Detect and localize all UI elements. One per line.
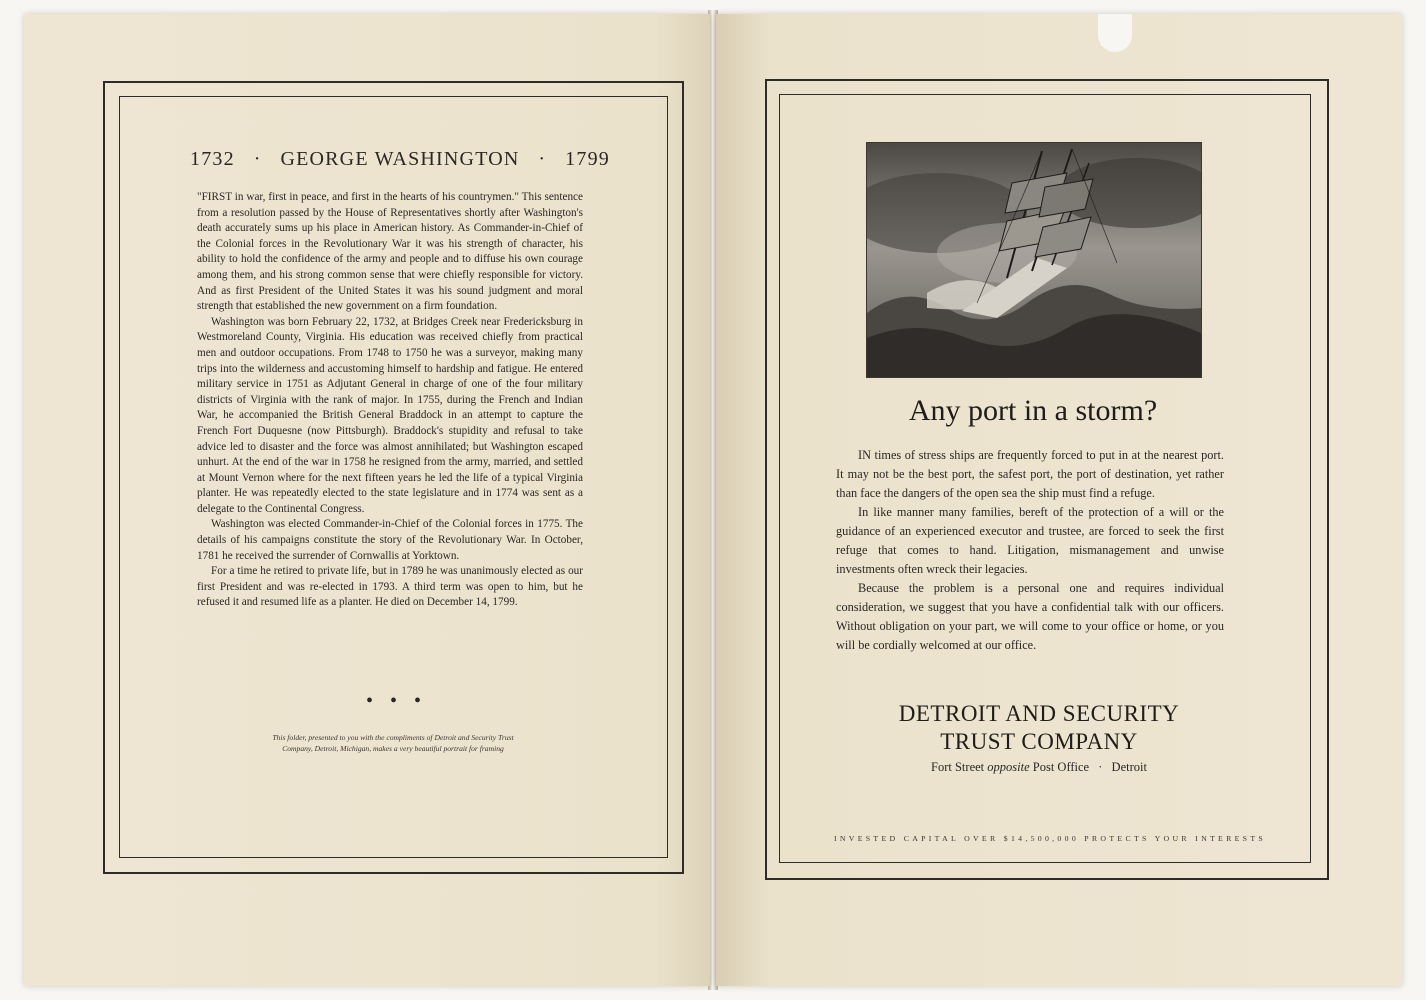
company-name <box>836 700 1242 756</box>
biography-text <box>197 190 583 611</box>
company-name-line1: DETROIT AND SECURITY <box>898 701 1180 726</box>
ad-paragraph: In like manner many families, bereft of the protection of a will or the guidance of an experienced executor and trustee, are forced to seek the first refuge that comes to hand. Litigation, mismanagement and unwise investments often wreck their legacies. <box>836 505 1224 576</box>
ad-paragraph: Because the problem is a personal one and requires individual consideration, we suggest that you have a confidential talk with our officers. Without obligation on your part, we will come to your office or home, or you will be cordially welcomed at our office. <box>836 581 1224 652</box>
heading-separator: · <box>253 148 262 170</box>
subject-name: GEORGE WASHINGTON <box>280 148 520 170</box>
page-tear <box>1098 14 1132 52</box>
section-dots: • • • <box>366 690 428 712</box>
address-landmark: Post Office <box>1032 760 1090 774</box>
company-address <box>836 760 1242 775</box>
company-name-line2: TRUST COMPANY <box>940 729 1138 754</box>
ad-paragraph: IN times of stress ships are frequently forced to put in at the nearest port. It may not be the best port, the safest port, the port of destination, yet rather than face the dangers of the open sea the ship must find a refuge. <box>836 448 1224 500</box>
framing-note: This folder, presented to you with the compliments of Detroit and Security Trust Company, Detroit, Michigan, makes a very beautiful portrait for framing <box>272 733 514 754</box>
bio-paragraph: For a time he retired to private life, but in 1789 he was unanimously elected as our first President and was re-elected in 1793. A third term was open to him, but he refused it and resumed life as a planter. He died on December 14, 1799. <box>197 565 583 609</box>
capital-footer: INVESTED CAPITAL OVER $14,500,000 PROTECTS YOUR INTERESTS <box>833 834 1267 843</box>
address-city: Detroit <box>1111 760 1147 774</box>
address-separator: · <box>1098 760 1103 774</box>
bio-paragraph: "FIRST in war, first in peace, and first in the hearts of his countrymen." This sentence from a resolution passed by the House of Representatives shortly after Washington's death accurately sums up his place in American history. As Commander-in-Chief of the Colonial forces in the Revolutionary War it was his strength of character, his ability to hold the confidence of the army and people and to diffuse his own courage among them, and his strong common sense that were chiefly responsible for victory. And as first President of the United States it was his sound judgment and moral strength that established the new government on a firm foundation. <box>197 191 583 313</box>
address-street: Fort Street <box>931 760 985 774</box>
birth-year: 1732 <box>190 148 235 170</box>
ad-body-text <box>836 446 1224 655</box>
heading-separator: · <box>538 148 547 170</box>
death-year: 1799 <box>565 148 610 170</box>
bio-paragraph: Washington was born February 22, 1732, at Bridges Creek near Fredericksburg in Westmoreland County, Virginia. His education was received chiefly from practical men and outdoor occupations. From 1748 to 1750 he was a surveyor, making many trips into the wilderness and accustoming himself to hardship and fatigue. He entered military service in 1751 as Adjutant General in charge of one of the four military districts of Virginia with the rank of major. In 1755, during the French and Indian War, he accompanied the British General Braddock in an attempt to capture the French Fort Duquesne (now Pittsburgh). Braddock's stupidity and refusal to take advice led to disaster and the force was almost annihilated; but Washington escaped unhurt. At the end of the war in 1758 he resigned from the army, married, and settled at Mount Vernon where for the next fifteen years he led the life of a typical Virginia planter. He was repeatedly elected to the state legislature and in 1774 was sent as a delegate to the Continental Congress. <box>197 315 583 515</box>
address-opposite: opposite <box>987 760 1030 774</box>
bio-paragraph: Washington was elected Commander-in-Chief of the Colonial forces in 1775. The details of his campaigns constitute the story of the Revolutionary War. In October, 1781 he received the surrender of Cornwallis at Yorktown. <box>197 518 583 562</box>
ad-headline: Any port in a storm? <box>908 394 1158 427</box>
bio-heading <box>190 148 610 171</box>
ship-in-storm-illustration <box>866 142 1202 378</box>
